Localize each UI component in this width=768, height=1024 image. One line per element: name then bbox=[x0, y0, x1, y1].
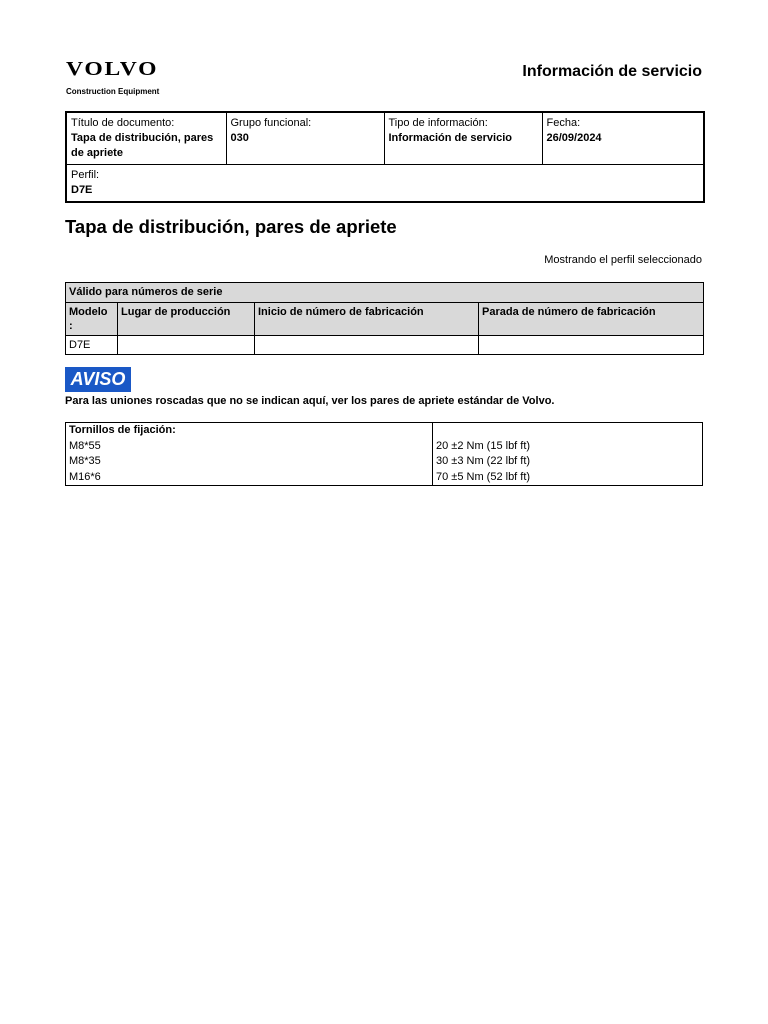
table-row bbox=[66, 454, 703, 470]
doc-title-value: Tapa de distribución, pares de apriete bbox=[71, 132, 214, 159]
profile-value: D7E bbox=[71, 184, 93, 196]
torque-table-label: Tornillos de fijación: bbox=[66, 423, 433, 439]
doc-type-heading: Información de servicio bbox=[522, 63, 702, 80]
function-group-label: Grupo funcional: bbox=[230, 117, 312, 129]
column-header: Inicio de número de fabricación bbox=[255, 303, 479, 336]
serial-table-caption: Válido para números de serie bbox=[66, 283, 704, 303]
brand-subtitle: Construction Equipment bbox=[66, 87, 160, 96]
torque-value: 70 ±5 Nm (52 lbf ft) bbox=[436, 470, 531, 483]
function-group-cell bbox=[226, 112, 384, 165]
table-cell bbox=[479, 336, 704, 355]
table-row bbox=[66, 336, 704, 355]
profile-note: Mostrando el perfil seleccionado bbox=[544, 254, 702, 266]
bolt-name: M8*55 bbox=[66, 439, 433, 455]
date-cell bbox=[542, 112, 704, 165]
table-cell: D7E bbox=[66, 336, 118, 355]
volvo-logo: VOLVO bbox=[66, 58, 159, 80]
profile-cell bbox=[66, 165, 704, 203]
torque-value: 20 ±2 Nm (15 lbf ft) bbox=[436, 439, 531, 452]
date-label: Fecha: bbox=[546, 117, 581, 129]
page-title: Tapa de distribución, pares de apriete bbox=[65, 216, 397, 237]
torque-table bbox=[65, 422, 703, 486]
torque-value: 30 ±3 Nm (22 lbf ft) bbox=[436, 455, 531, 467]
notice-badge: AVISO bbox=[65, 367, 131, 392]
bolt-name: M8*35 bbox=[66, 454, 433, 470]
function-group-value: 030 bbox=[230, 132, 249, 144]
doc-title-cell bbox=[66, 112, 226, 165]
table-cell bbox=[255, 336, 479, 355]
profile-label: Perfil: bbox=[71, 169, 100, 181]
date-value: 26/09/2024 bbox=[546, 132, 602, 144]
document-metadata-table bbox=[65, 111, 705, 203]
serial-number-table bbox=[65, 282, 704, 355]
table-row bbox=[66, 470, 703, 486]
column-header: Modelo : bbox=[66, 303, 118, 336]
info-type-cell bbox=[384, 112, 542, 165]
doc-title-label: Título de documento: bbox=[71, 117, 175, 129]
column-header: Parada de número de fabricación bbox=[479, 303, 704, 336]
notice-text: Para las uniones roscadas que no se indican aquí, ver los pares de apriete estándar de Volvo. bbox=[65, 395, 555, 407]
table-row bbox=[66, 439, 703, 455]
column-header: Lugar de producción bbox=[118, 303, 255, 336]
table-cell bbox=[118, 336, 255, 355]
info-type-value: Información de servicio bbox=[388, 132, 512, 144]
info-type-label: Tipo de información: bbox=[388, 117, 488, 129]
bolt-name: M16*6 bbox=[66, 470, 433, 486]
brand-block bbox=[66, 60, 159, 96]
